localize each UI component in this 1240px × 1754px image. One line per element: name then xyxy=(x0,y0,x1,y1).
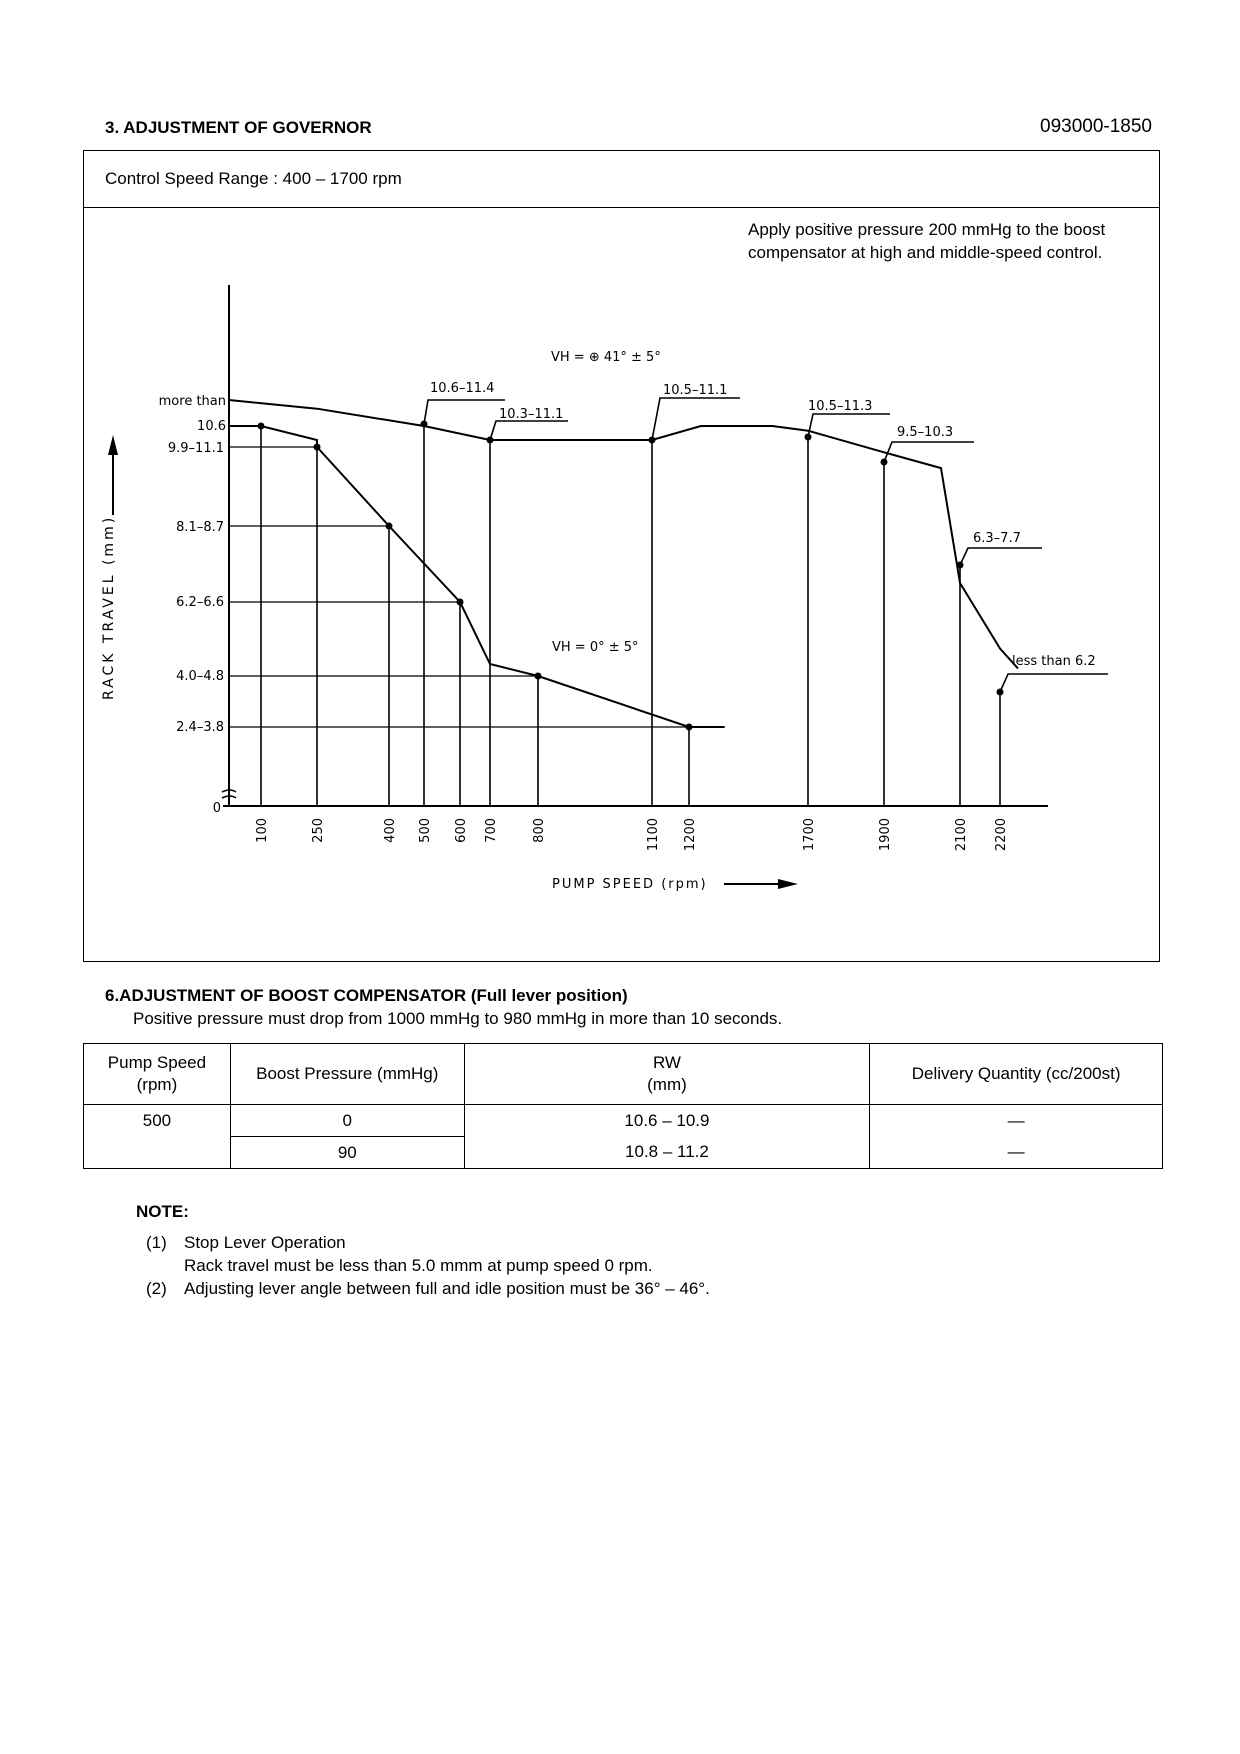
x-tick-label: 1100 xyxy=(646,818,661,852)
x-tick-label: 800 xyxy=(532,818,547,843)
boost-table xyxy=(83,1043,1163,1169)
control-speed-range: Control Speed Range : 400 – 1700 rpm xyxy=(105,169,402,188)
x-tick-label: 2200 xyxy=(994,818,1009,852)
table-row xyxy=(84,1137,1163,1169)
annotation-label: 10.5–11.3 xyxy=(808,399,873,414)
note-2-line1: Adjusting lever angle between full and idle position must be 36° – 46°. xyxy=(184,1279,710,1298)
cell-pump: 500 xyxy=(84,1105,231,1137)
annotation-label: VH = ⊕ 41° ± 5° xyxy=(551,350,661,365)
note-2-number: (2) xyxy=(146,1279,167,1298)
y-tick-label: 4.0–4.8 xyxy=(176,669,224,684)
header-pump-speed: Pump Speed (rpm) xyxy=(84,1044,231,1105)
header-delivery: Delivery Quantity (cc/200st) xyxy=(870,1044,1163,1105)
x-tick-label: 400 xyxy=(383,818,398,843)
header-boost-pressure: Boost Pressure (mmHg) xyxy=(230,1044,464,1105)
note-1-line2: Rack travel must be less than 5.0 mmm at pump speed 0 rpm. xyxy=(184,1256,653,1275)
x-tick-label: 250 xyxy=(311,818,326,843)
leader-line xyxy=(1000,674,1108,692)
y-axis-arrow-icon xyxy=(108,435,118,455)
boost-note-line2: compensator at high and middle-speed control. xyxy=(748,243,1103,262)
annotation-label: 10.6–11.4 xyxy=(430,381,495,396)
y-tick-label: 0 xyxy=(212,801,221,816)
annotation-label: VH = 0° ± 5° xyxy=(552,640,639,655)
cell-delivery: — xyxy=(870,1137,1163,1169)
y-axis-title: RACK TRAVEL (mm) xyxy=(101,514,117,700)
leader-line xyxy=(424,400,505,424)
y-tick-label: 8.1–8.7 xyxy=(176,520,224,535)
x-tick-label: 1700 xyxy=(802,818,817,852)
annotation-label: 10.5–11.1 xyxy=(663,383,728,398)
document-number: 093000-1850 xyxy=(1040,116,1152,137)
x-tick-label: 600 xyxy=(454,818,469,843)
cell-rw: 10.6 – 10.9 xyxy=(464,1105,870,1137)
series-line-2 xyxy=(229,426,725,727)
x-tick-label: 1200 xyxy=(683,818,698,852)
leader-line xyxy=(884,442,974,462)
x-tick-label: 500 xyxy=(418,818,433,843)
boost-section-desc: Positive pressure must drop from 1000 mmHg to 980 mmHg in more than 10 seconds. xyxy=(133,1009,783,1028)
y-tick-label: 6.2–6.6 xyxy=(176,595,224,610)
cell-pump xyxy=(84,1137,231,1169)
cell-delivery: — xyxy=(870,1105,1163,1137)
cell-pressure: 90 xyxy=(230,1137,464,1169)
y-tick-label: 2.4–3.8 xyxy=(176,720,224,735)
y-tick-label: more than xyxy=(158,394,226,409)
x-axis-arrow-icon xyxy=(778,879,798,889)
header-rw: RW (mm) xyxy=(464,1044,870,1105)
annotation-label: 6.3–7.7 xyxy=(973,531,1021,546)
annotation-label: less than 6.2 xyxy=(1012,654,1096,669)
cell-pressure: 0 xyxy=(230,1105,464,1137)
annotation-label: 10.3–11.1 xyxy=(499,407,564,422)
cell-rw: 10.8 – 11.2 xyxy=(464,1137,870,1169)
x-axis-title: PUMP SPEED (rpm) xyxy=(552,877,708,892)
table-header-row xyxy=(84,1044,1163,1105)
leader-line xyxy=(652,398,740,440)
leader-line xyxy=(490,421,568,440)
x-tick-label: 1900 xyxy=(878,818,893,852)
y-tick-label: 9.9–11.1 xyxy=(167,441,224,456)
x-tick-label: 100 xyxy=(255,818,270,843)
x-tick-label: 700 xyxy=(484,818,499,843)
y-tick-label: 10.6 xyxy=(197,419,226,434)
note-heading: NOTE: xyxy=(136,1202,189,1221)
annotation-label: 9.5–10.3 xyxy=(897,425,954,440)
boost-section-title: 6.ADJUSTMENT OF BOOST COMPENSATOR (Full lever position) xyxy=(105,986,628,1005)
boost-note-line1: Apply positive pressure 200 mmHg to the boost xyxy=(748,220,1106,239)
note-1-number: (1) xyxy=(146,1233,167,1252)
series-line-1 xyxy=(229,400,1018,669)
note-1-line1: Stop Lever Operation xyxy=(184,1233,346,1252)
section-title: 3. ADJUSTMENT OF GOVERNOR xyxy=(105,118,372,137)
x-tick-label: 2100 xyxy=(954,818,969,852)
table-row xyxy=(84,1105,1163,1137)
leader-line xyxy=(960,548,1042,565)
